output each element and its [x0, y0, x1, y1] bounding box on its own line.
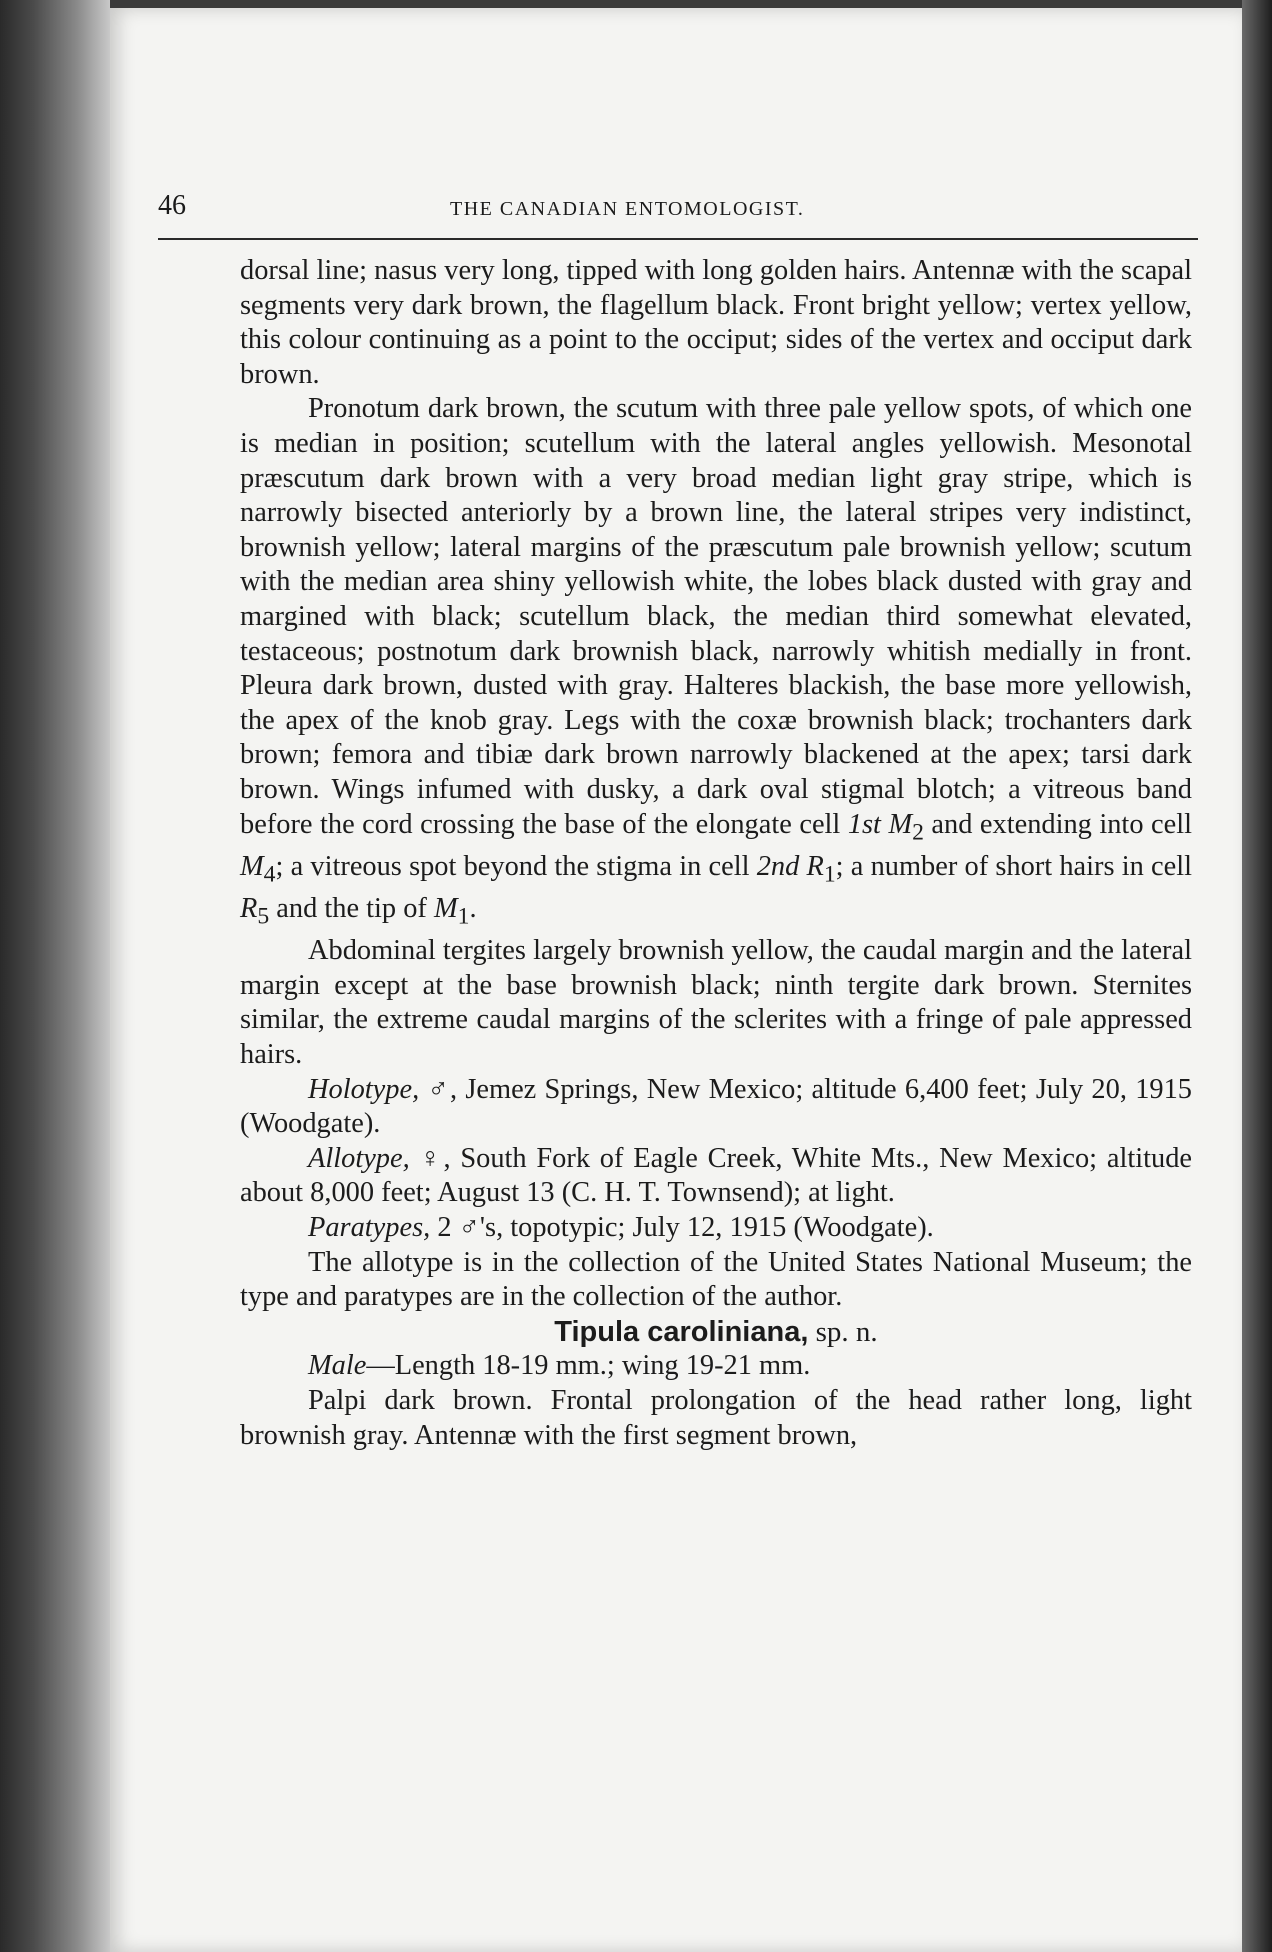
paragraph-paratypes	[240, 1211, 1192, 1246]
paragraph-text: The allotype is in the collection of the United States National Museum; the type and paratypes are in the collection of the author.	[240, 1246, 1192, 1313]
cell-label: 1st M	[847, 808, 913, 840]
paragraph-text: , Jemez Springs, New Mexico; altitude 6,400 feet; July 20, 1915 (Woodgate).	[240, 1073, 1192, 1140]
cell-subscript: 1	[457, 903, 470, 930]
paragraph-text: .	[469, 893, 477, 925]
cell-label: R	[240, 893, 258, 925]
paragraph-text: ; a number of short hairs in cell	[835, 850, 1193, 882]
cell-subscript: 1	[823, 861, 836, 888]
scan-right-edge	[1242, 0, 1272, 1952]
paragraph-collection-note	[240, 1246, 1192, 1315]
paragraph-text: dorsal line; nasus very long, tipped with long golden hairs. Antennæ with the scapal segments very dark brown, the flagellum black. Front bright yellow; vertex yellow, this colour continuing as a point to the occiput; sides of the vertex and occiput dark brown.	[240, 255, 1192, 390]
paragraph-text: and the tip of	[269, 893, 434, 925]
paragraph-text: 2	[430, 1212, 459, 1244]
male-symbol-icon: ♂	[427, 1073, 450, 1105]
type-label: Paratypes,	[308, 1212, 431, 1244]
running-head: THE CANADIAN ENTOMOLOGIST.	[450, 198, 805, 220]
paragraph-holotype	[240, 1073, 1192, 1142]
paragraph-head-description	[240, 254, 1192, 392]
page-header	[158, 190, 1198, 234]
species-name: Tipula caroliniana,	[554, 1315, 809, 1348]
paragraph-text: Pronotum dark brown, the scutum with three pale yellow spots, of which one is median in position; scutellum with the lateral angles yellowish. Mesonotal præscutum dark brown with a very broad median light gray stripe, which is narrowly bisected anteriorly by a brown line, the lateral stripes very indistinct, brownish yellow; lateral margins of the præscutum pale brownish yellow; scutum with the median area shiny yellowish white, the lobes black dusted with gray and margined with black; scutellum black, the median third somewhat elevated, testaceous; postnotum dark brownish black, narrowly whitish medially in front. Pleura dark brown, dusted with gray. Halteres blackish, the base more yellowish, the apex of the knob gray. Legs with the coxæ brownish black; trochanters dark brown; femora and tibiæ dark brown narrowly blackened at the apex; tarsi dark brown. Wings infumed with dusky, a dark oval stigmal blotch; a vitreous band before the cord crossing the base of the elongate cell	[240, 393, 1192, 840]
cell-subscript: 4	[263, 861, 276, 888]
cell-label: 2nd R	[756, 850, 824, 882]
paragraph-palpi-description	[240, 1384, 1192, 1453]
sex-label: Male	[308, 1350, 367, 1382]
cell-subscript: 5	[257, 903, 270, 930]
cell-subscript: 2	[912, 819, 924, 846]
paragraph-text: —Length 18-19 mm.; wing 19-21 mm.	[366, 1350, 811, 1382]
page-number: 46	[158, 190, 186, 221]
cell-label: M	[433, 893, 458, 925]
paragraph-text: Abdominal tergites largely brownish yellow, the caudal margin and the lateral margin except at the base brownish black; ninth tergite dark brown. Sternites similar, the extreme caudal margins of the sclerites with a fringe of pale appressed hairs.	[240, 935, 1192, 1071]
paragraph-abdomen-description	[240, 934, 1192, 1072]
cell-label: M	[240, 850, 264, 882]
species-suffix: sp. n.	[808, 1315, 878, 1348]
type-label: Allotype,	[308, 1142, 410, 1174]
type-label: Holotype,	[308, 1073, 420, 1105]
paragraph-text: and extending into cell	[923, 808, 1192, 840]
scan-left-edge	[0, 0, 110, 1952]
paragraph-male-measurements	[240, 1349, 1192, 1384]
paragraph-allotype	[240, 1142, 1192, 1211]
female-symbol-icon: ♀	[419, 1142, 444, 1174]
paragraph-text: 's, topotypic; July 12, 1915 (Woodgate).	[479, 1212, 934, 1244]
paragraph-text: Palpi dark brown. Frontal prolongation of the head rather long, light brownish gray. Antennæ with the first segment brown,	[240, 1385, 1192, 1451]
paragraph-text: , South Fork of Eagle Creek, White Mts., New Mexico; altitude about 8,000 feet; August 13 (C. H. T. Townsend); at light.	[240, 1142, 1192, 1209]
species-heading	[240, 1315, 1192, 1350]
body-text	[240, 254, 1192, 1453]
paragraph-thorax-description	[240, 392, 1192, 934]
paragraph-text: ; a vitreous spot beyond the stigma in cell	[275, 850, 757, 882]
header-rule	[158, 238, 1198, 240]
male-symbol-icon: ♂	[458, 1212, 480, 1244]
